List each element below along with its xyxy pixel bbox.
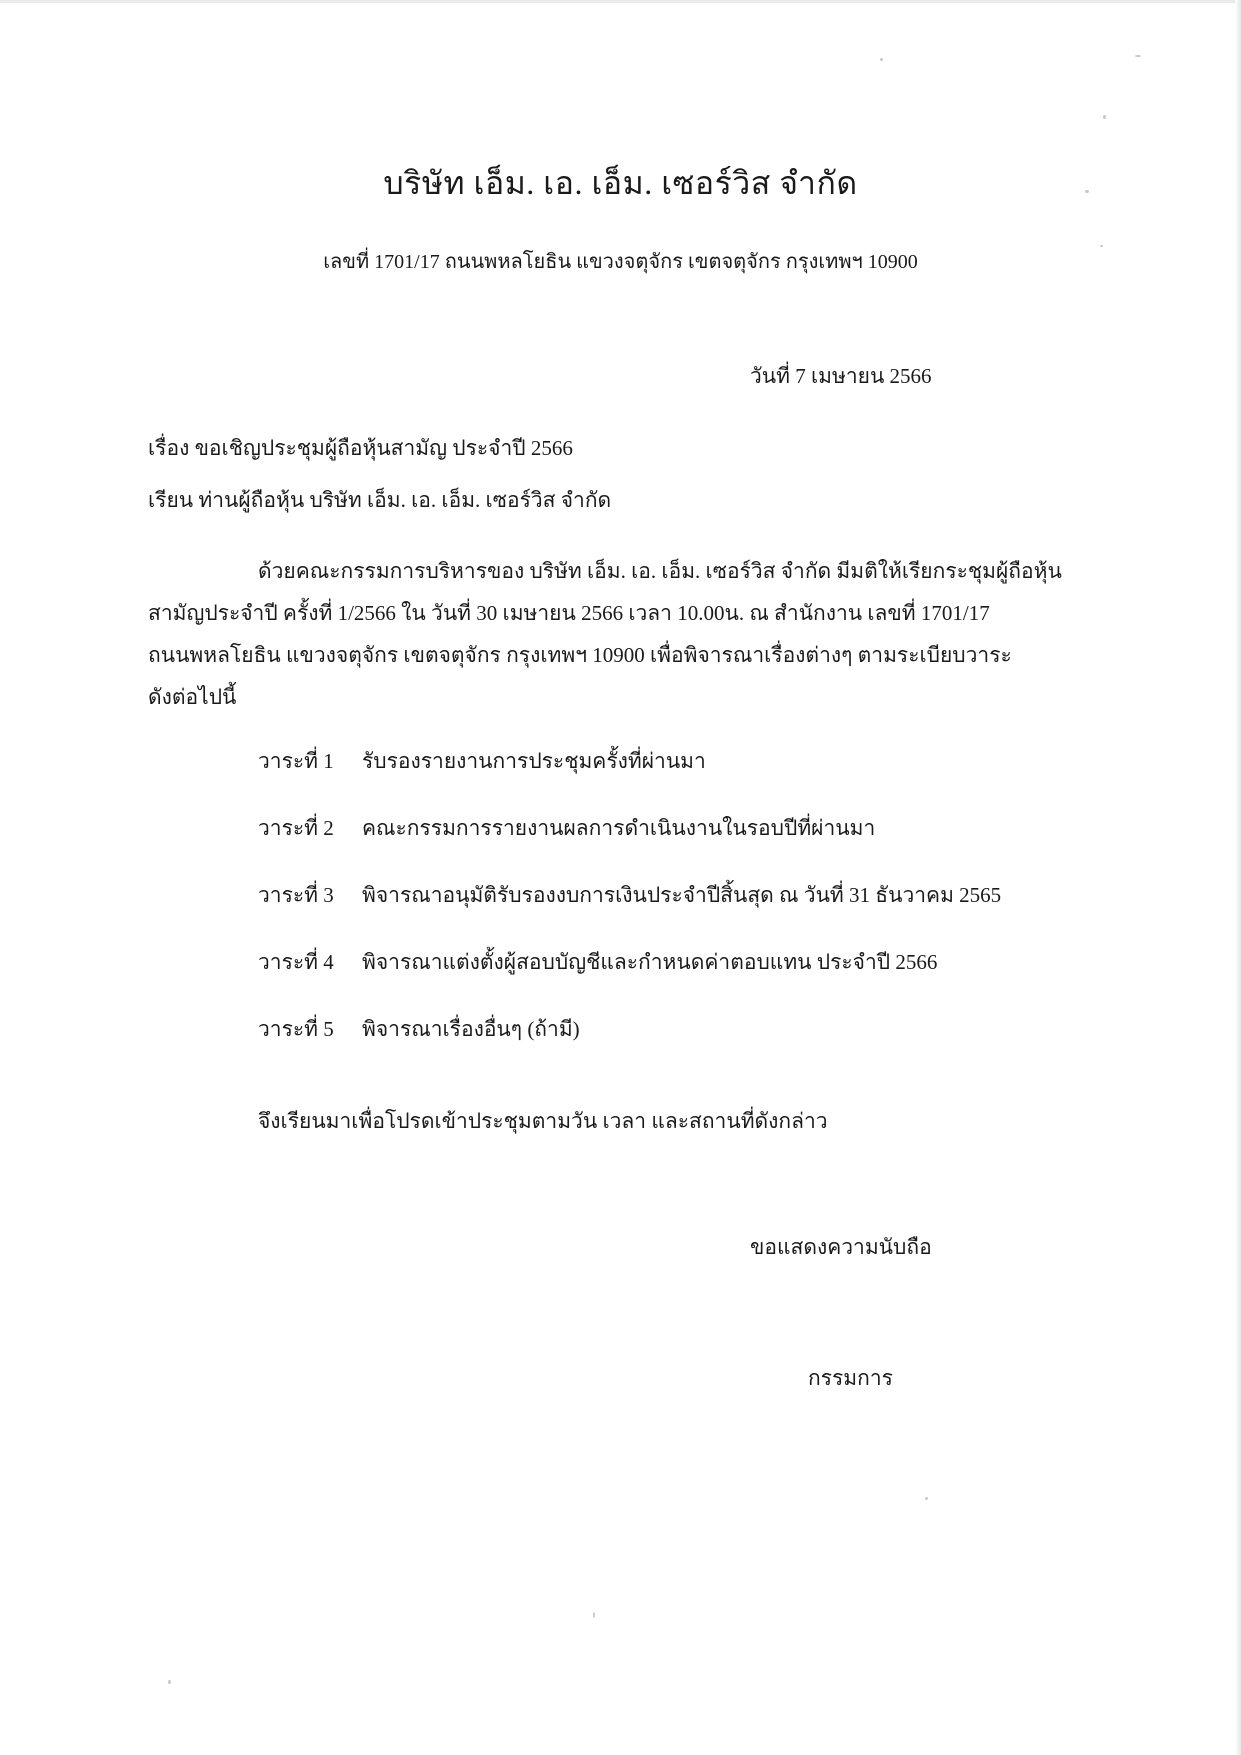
scan-edge-top — [0, 0, 1241, 3]
agenda-text: รับรองรายงานการประชุมครั้งที่ผ่านมา — [362, 749, 706, 773]
agenda-number: วาระที่ 4 — [258, 950, 334, 974]
agenda-number: วาระที่ 2 — [258, 816, 334, 840]
scan-speck — [1135, 55, 1141, 57]
agenda-item — [258, 745, 1078, 812]
letter-date: วันที่ 7 เมษายน 2566 — [750, 364, 932, 388]
body-line: ดังต่อไปนี้ — [148, 685, 237, 709]
letter-recipient: เรียน ท่านผู้ถือหุ้น บริษัท เอ็ม. เอ. เอ็ม. เซอร์วิส จำกัด — [148, 488, 612, 512]
letter-body-paragraph — [148, 550, 1083, 718]
agenda-text: พิจารณาอนุมัติรับรองงบการเงินประจำปีสิ้นสุด ณ วันที่ 31 ธันวาคม 2565 — [362, 883, 1002, 907]
body-line: ถนนพหลโยธิน แขวงจตุจักร เขตจตุจักร กรุงเทพฯ 10900 เพื่อพิจารณาเรื่องต่างๆ ตามระเบียบวาระ — [148, 643, 1012, 667]
scan-speck — [1103, 115, 1106, 119]
agenda-number: วาระที่ 3 — [258, 883, 334, 907]
scan-speck — [168, 1680, 171, 1684]
agenda-item — [258, 1013, 1078, 1080]
scan-speck — [593, 1612, 595, 1618]
agenda-item — [258, 946, 1078, 1013]
body-line: ด้วยคณะกรรมการบริหารของ บริษัท เอ็ม. เอ. เอ็ม. เซอร์วิส จำกัด มีมติให้เรียกระชุมผู้ถือหุ้น — [258, 559, 1062, 583]
scan-speck — [925, 1497, 928, 1500]
agenda-item — [258, 812, 1078, 879]
signatory-title: กรรมการ — [808, 1366, 893, 1390]
scan-speck — [1100, 245, 1103, 247]
company-name-heading: บริษัท เอ็ม. เอ. เอ็ม. เซอร์วิส จำกัด — [383, 165, 858, 201]
closing-sentence: จึงเรียนมาเพื่อโปรดเข้าประชุมตามวัน เวลา และสถานที่ดังกล่าว — [258, 1109, 828, 1133]
agenda-text: พิจารณาแต่งตั้งผู้สอบบัญชีและกำหนดค่าตอบแทน ประจำปี 2566 — [362, 950, 938, 974]
company-address: เลขที่ 1701/17 ถนนพหลโยธิน แขวงจตุจักร เขตจตุจักร กรุงเทพฯ 10900 — [323, 251, 918, 273]
agenda-item — [258, 879, 1078, 946]
complimentary-close: ขอแสดงความนับถือ — [750, 1235, 932, 1259]
agenda-list — [258, 745, 1078, 1080]
agenda-number: วาระที่ 1 — [258, 749, 334, 773]
body-line: สามัญประจำปี ครั้งที่ 1/2566 ใน วันที่ 30 เมษายน 2566 เวลา 10.00น. ณ สำนักงาน เลขที่ 1701/17 — [148, 601, 990, 625]
agenda-number: วาระที่ 5 — [258, 1017, 334, 1041]
scan-speck — [1085, 190, 1089, 193]
agenda-text: พิจารณาเรื่องอื่นๆ (ถ้ามี) — [362, 1017, 580, 1041]
agenda-text: คณะกรรมการรายงานผลการดำเนินงานในรอบปีที่ผ่านมา — [362, 816, 876, 840]
scan-speck — [880, 58, 883, 61]
letter-subject: เรื่อง ขอเชิญประชุมผู้ถือหุ้นสามัญ ประจำปี 2566 — [148, 436, 573, 460]
